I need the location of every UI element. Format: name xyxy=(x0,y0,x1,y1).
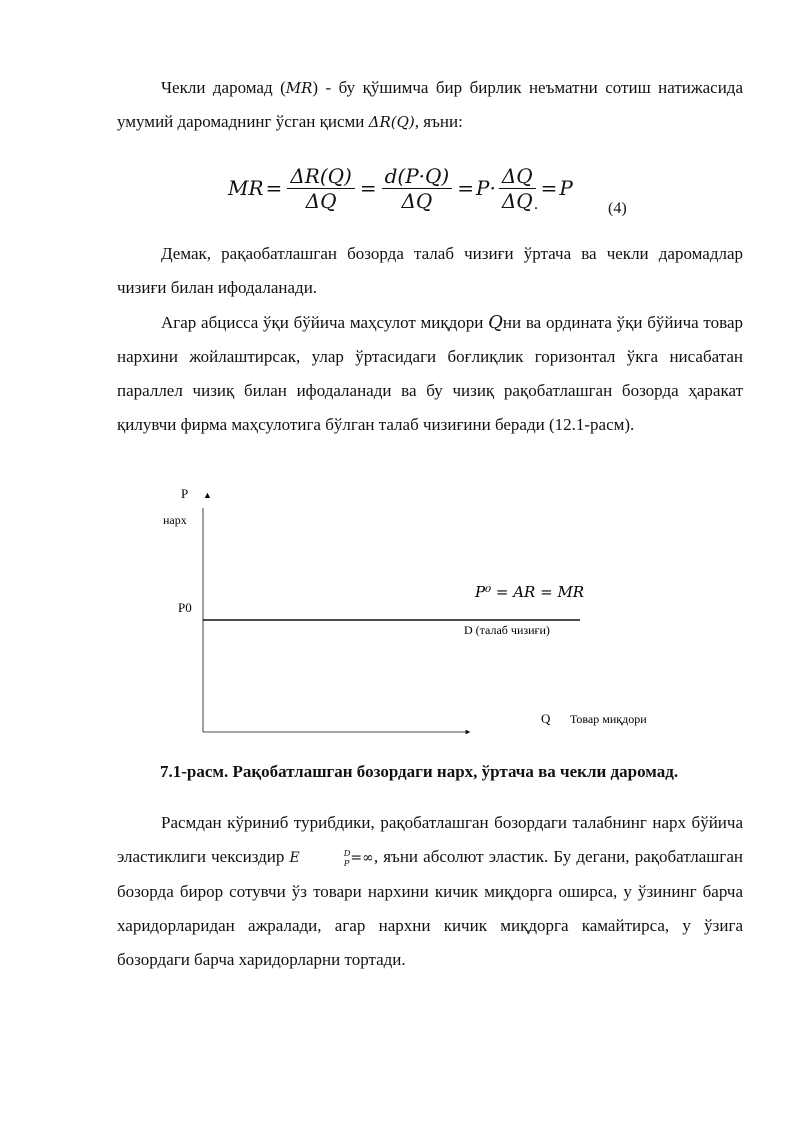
demand-chart xyxy=(150,480,690,750)
equation-number: (4) xyxy=(608,200,627,217)
y-axis-arrow-icon: ▲ xyxy=(203,490,212,500)
text: Агар абцисса ўқи бўйича маҳсулот миқдори xyxy=(161,313,489,332)
equals-sign: = xyxy=(457,176,474,200)
numerator: d(P·Q) xyxy=(384,163,450,188)
math-subscript: P xyxy=(343,858,350,868)
text: Демак, рақаобатлашган бозорда талаб чизиғи ўртача ва чекли даромадлар чизиғи билан ифодаланади. xyxy=(117,244,743,297)
paragraph-elasticity xyxy=(117,806,743,977)
denominator: ΔQ xyxy=(305,188,337,213)
math-q: Q xyxy=(488,312,503,333)
paragraph-demand-line xyxy=(117,237,743,305)
equals-sign: = xyxy=(265,176,283,200)
line-label: P⁰ = AR = MR xyxy=(475,583,585,601)
price-tick-label: P0 xyxy=(178,600,192,615)
math-delta-r: ΔR(Q) xyxy=(368,113,415,131)
math-infinity: =∞ xyxy=(350,850,374,866)
formula-period: . xyxy=(534,196,538,213)
fraction-2 xyxy=(382,164,453,213)
fraction-1 xyxy=(287,164,355,213)
text: , яъни абсолют эластик. Бу дегани, рақобатлашган бозорда бирор сотувчи ўз товари нархини кичик миқдорга оширса, у ўзининг барча харидорларидан ажралади, агар нархни кичик миқдорга камайтирса, у ўзига бозордаги барча харидорларни тортади. xyxy=(117,847,743,969)
text: Чекли даромад ( xyxy=(161,78,286,97)
formula-lhs: MR xyxy=(228,176,264,200)
numerator: ΔR(Q) xyxy=(290,163,352,188)
x-axis-label: Q xyxy=(541,711,551,726)
fraction-3 xyxy=(499,164,536,213)
x-axis-sublabel: Товар миқдори xyxy=(570,712,647,726)
paragraph-axes xyxy=(117,306,743,442)
y-axis-label: P xyxy=(181,486,189,501)
formula-p-dot: P· xyxy=(475,176,496,200)
paragraph-marginal-revenue xyxy=(117,71,743,139)
equals-sign: = xyxy=(540,176,558,200)
math-superscript: D xyxy=(343,848,351,858)
text: ) - бу қўшимча бир бирлик неъматни сотиш натижасида умумий даромаднинг ўсган қисми xyxy=(117,78,743,131)
equals-sign: = xyxy=(359,176,377,200)
numerator: ΔQ xyxy=(501,163,533,188)
figure-caption: 7.1-расм. Рақобатлашган бозордаги нарх, ўртача ва чекли даромад. xyxy=(160,762,679,781)
math-elasticity xyxy=(290,850,374,866)
text: , яъни: xyxy=(414,112,463,131)
y-axis-sublabel: нарх xyxy=(163,513,187,527)
denominator: ΔQ xyxy=(501,188,533,213)
line-sublabel: D (талаб чизиғи) xyxy=(464,623,550,637)
formula-rhs: P xyxy=(559,176,573,200)
math-e: E xyxy=(289,850,300,866)
text: ни ва ордината ўқи бўйича товар нархини жойлаштирсак, улар ўртасидаги боғлиқлик горизонтал ўкга нисабатан параллел чизиқ билан ифодаланади ва бу чизиқ рақобатлашган бозорда ҳаракат қилувчи фирма маҳсулотига бўлган талаб чизиғини беради (12.1-расм). xyxy=(117,313,743,434)
formula-4 xyxy=(228,158,573,218)
math-mr: MR xyxy=(285,79,313,97)
denominator: ΔQ xyxy=(401,188,433,213)
text: Расмдан кўриниб турибдики, рақобатлашган бозордаги талабнинг нарх бўйича эластиклиги чексиздир xyxy=(117,813,743,866)
